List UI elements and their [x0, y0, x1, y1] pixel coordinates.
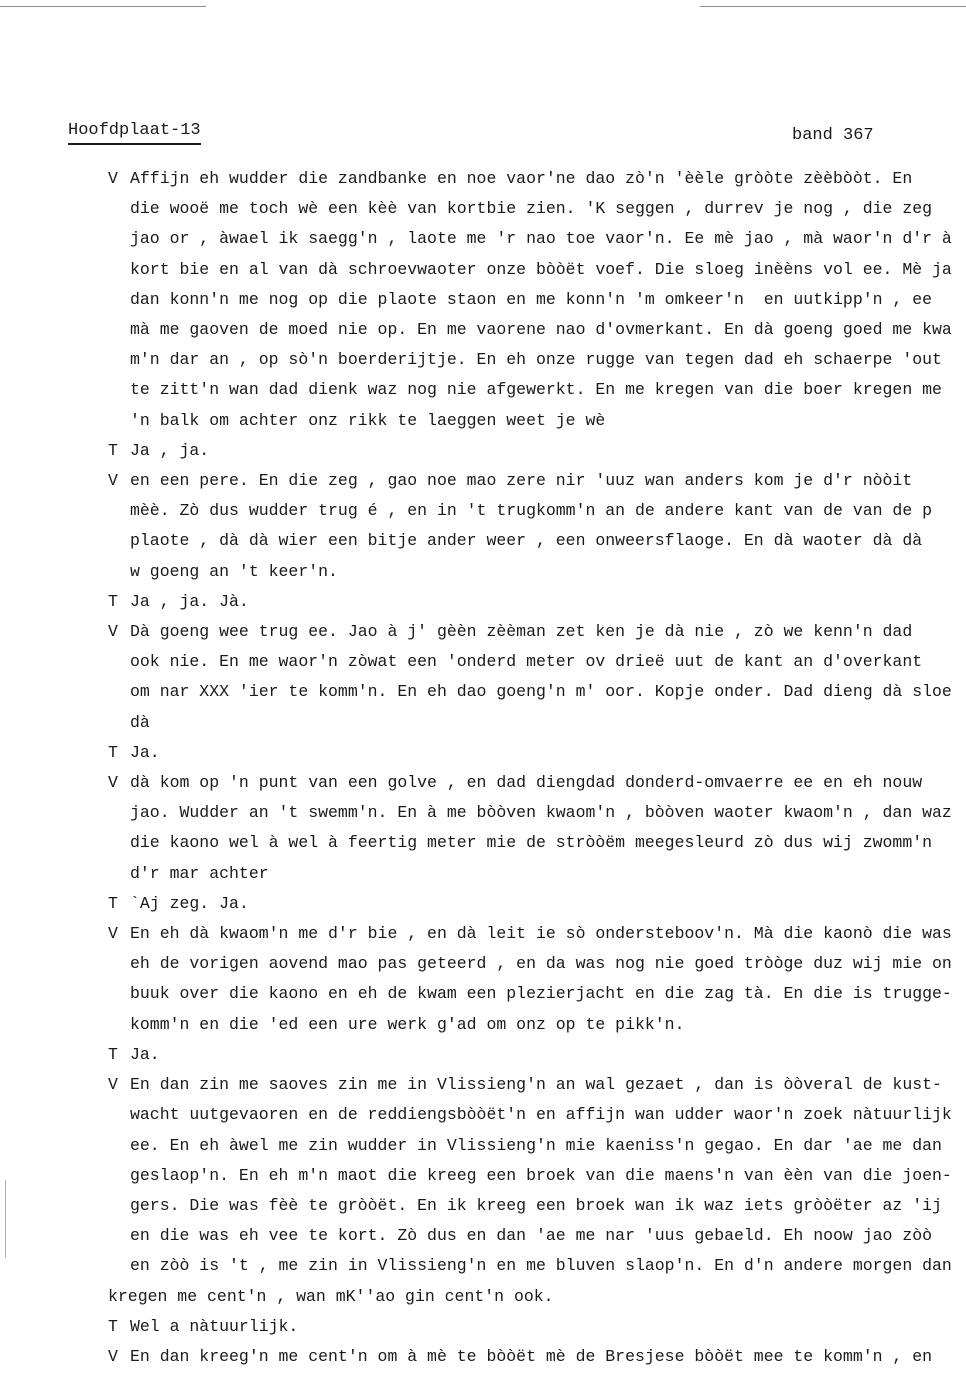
transcript-turn: [108, 1342, 966, 1372]
top-rule-left: [0, 6, 206, 7]
transcript-line: wacht uutgevaoren en de reddiengsbòòët'n en affijn wan udder waor'n zoek nàtuurlijk: [130, 1105, 952, 1125]
transcript-turn: [108, 1070, 966, 1312]
transcript-turn: [108, 738, 966, 768]
turn-text: [130, 1342, 966, 1372]
speaker-label: T: [108, 1316, 118, 1336]
transcript-line: d'r mar achter: [130, 863, 269, 883]
top-rule-right: [700, 6, 966, 7]
transcript-line: Affijn eh wudder die zandbanke en noe vaor'ne dao zò'n 'èèle gròòte zèèbòòt. En: [130, 169, 913, 188]
transcript-line: komm'n en die 'ed een ure werk g'ad om onz op te pikk'n.: [130, 1014, 685, 1034]
speaker-label: V: [108, 1346, 118, 1366]
transcript-turn: [108, 466, 966, 587]
transcript-line: Ja.: [130, 1044, 160, 1064]
speaker-label: T: [108, 591, 118, 611]
transcript-line: Wel a nàtuurlijk.: [130, 1316, 299, 1336]
transcript-line: En dan zin me saoves zin me in Vlissieng'n an wal gezaet , dan is òòveral de kust-: [130, 1075, 942, 1095]
transcript-line: om nar XXX 'ier te komm'n. En eh dao goeng'n m' oor. Kopje onder. Dad dieng dà sloe: [130, 682, 952, 702]
transcript-line: ook nie. En me waor'n zòwat een 'onderd meter ov drieë uut de kant an d'overkant: [130, 652, 923, 672]
speaker-label: V: [108, 169, 118, 188]
transcript-line: geslaop'n. En eh m'n maot die kreeg een broek van die maens'n van èèn van die joen-: [130, 1165, 952, 1185]
transcript-line: die kaono wel à wel à feertig meter mie de stròòëm meegesleurd zò dus wij zwomm'n: [130, 833, 933, 853]
turn-text: [130, 768, 966, 889]
transcript-turn: [108, 436, 966, 466]
transcript-line: en zòò is 't , me zin in Vlissieng'n en me bluven slaop'n. En d'n andere morgen dan: [130, 1256, 952, 1276]
turn-text: [130, 587, 966, 617]
turn-text: [130, 738, 966, 768]
turn-text: [130, 617, 966, 738]
speaker-label: T: [108, 893, 118, 913]
transcript-turn: [108, 768, 966, 889]
speaker-label: T: [108, 742, 118, 762]
transcript-line: en een pere. En die zeg , gao noe mao zere nir 'uuz wan anders kom je d'r nòòit: [130, 471, 913, 491]
transcript-line: w goeng an 't keer'n.: [130, 561, 338, 581]
turn-text: [108, 1070, 966, 1312]
turn-text: [130, 466, 966, 587]
transcript-line: Ja , ja. Jà.: [130, 591, 249, 611]
transcript-line: En eh dà kwaom'n me d'r bie , en dà leit ie sò ondersteboov'n. Mà die kaonò die was: [130, 924, 952, 944]
transcript-line: m'n dar an , op sò'n boerderijtje. En eh onze rugge van tegen dad eh schaerpe 'out: [130, 350, 942, 370]
transcript-turn: [108, 164, 966, 436]
transcript-line: buuk over die kaono en eh de kwam een plezierjacht en die zag tà. En die is trugge-: [130, 984, 952, 1004]
transcript-line: kort bie en al van dà schroevwaoter onze bòòët voef. Die sloeg inèèns vol ee. Mè ja: [130, 259, 952, 279]
transcript-turn: [108, 919, 966, 1040]
transcript-turn: [108, 1040, 966, 1070]
margin-mark: [5, 1180, 6, 1258]
transcript-line: jao. Wudder an 't swemm'n. En à me bòòven kwaom'n , bòòven waoter kwaom'n , dan waz: [130, 803, 952, 823]
speaker-label: V: [108, 622, 118, 642]
speaker-label: T: [108, 440, 118, 460]
transcript-line: Ja , ja.: [130, 440, 210, 460]
transcript-line: En dan kreeg'n me cent'n om à mè te bòòët mè de Bresjese bòòët mee te komm'n , en: [130, 1346, 933, 1366]
transcript-line: dà kom op 'n punt van een golve , en dad diengdad donderd-omvaerre ee en eh nouw: [130, 773, 923, 793]
turn-text: [130, 889, 966, 919]
transcript-line: Dà goeng wee trug ee. Jao à j' gèèn zèèman zet ken je dà nie , zò we kenn'n dad: [130, 622, 913, 642]
transcript: [108, 164, 966, 1372]
speaker-label: T: [108, 1044, 118, 1064]
speaker-label: V: [108, 773, 118, 793]
turn-text: [130, 1312, 966, 1342]
page-header-right: band 367: [792, 126, 874, 145]
transcript-line: kregen me cent'n , wan mK''ao gin cent'n ook.: [108, 1286, 554, 1306]
turn-text: [130, 1040, 966, 1070]
turn-text: [130, 436, 966, 466]
transcript-turn: [108, 889, 966, 919]
transcript-line: mèè. Zò dus wudder trug é , en in 't trugkomm'n an de andere kant van de van de p: [130, 501, 933, 521]
speaker-label: V: [108, 1075, 118, 1095]
page-header-left: Hoofdplaat-13: [68, 120, 201, 145]
transcript-line: mà me gaoven de moed nie op. En me vaorene nao d'ovmerkant. En dà goeng goed me kwa: [130, 320, 952, 340]
transcript-turn: [108, 617, 966, 738]
transcript-line: 'n balk om achter onz rikk te laeggen weet je wè: [130, 410, 606, 430]
transcript-turn: [108, 1312, 966, 1342]
transcript-line: eh de vorigen aovend mao pas geteerd , en da was nog nie goed tròòge duz wij mie on: [130, 954, 952, 974]
transcript-line: dan konn'n me nog op die plaote staon en me konn'n 'm omkeer'n en uutkipp'n , ee: [130, 289, 933, 309]
speaker-label: V: [108, 924, 118, 944]
transcript-line: ee. En eh àwel me zin wudder in Vlissieng'n mie kaeniss'n gegao. En dar 'ae me dan: [130, 1135, 942, 1155]
transcript-line: plaote , dà dà wier een bitje ander weer , een onweersflaoge. En dà waoter dà dà: [130, 531, 923, 551]
transcript-line: te zitt'n wan dad dienk waz nog nie afgewerkt. En me kregen van die boer kregen me: [130, 380, 942, 400]
transcript-turn: [108, 587, 966, 617]
speaker-label: V: [108, 471, 118, 491]
transcript-line: jao or , àwael ik saegg'n , laote me 'r nao toe vaor'n. Ee mè jao , mà waor'n d'r à: [130, 229, 952, 249]
transcript-line: Ja.: [130, 742, 160, 762]
turn-text: [130, 164, 966, 436]
transcript-line: `Aj zeg. Ja.: [130, 893, 249, 913]
turn-text: [130, 919, 966, 1040]
transcript-line: dà: [130, 712, 150, 732]
transcript-line: en die was eh vee te kort. Zò dus en dan 'ae me nar 'uus gebaeld. Eh noow jao zòò: [130, 1226, 933, 1246]
transcript-line: die wooë me toch wè een kèè van kortbie zien. 'K seggen , durrev je nog , die zeg: [130, 199, 933, 219]
transcript-line: gers. Die was fèè te gròòët. En ik kreeg een broek wan ik waz iets gròòëter az 'ij: [130, 1195, 942, 1215]
